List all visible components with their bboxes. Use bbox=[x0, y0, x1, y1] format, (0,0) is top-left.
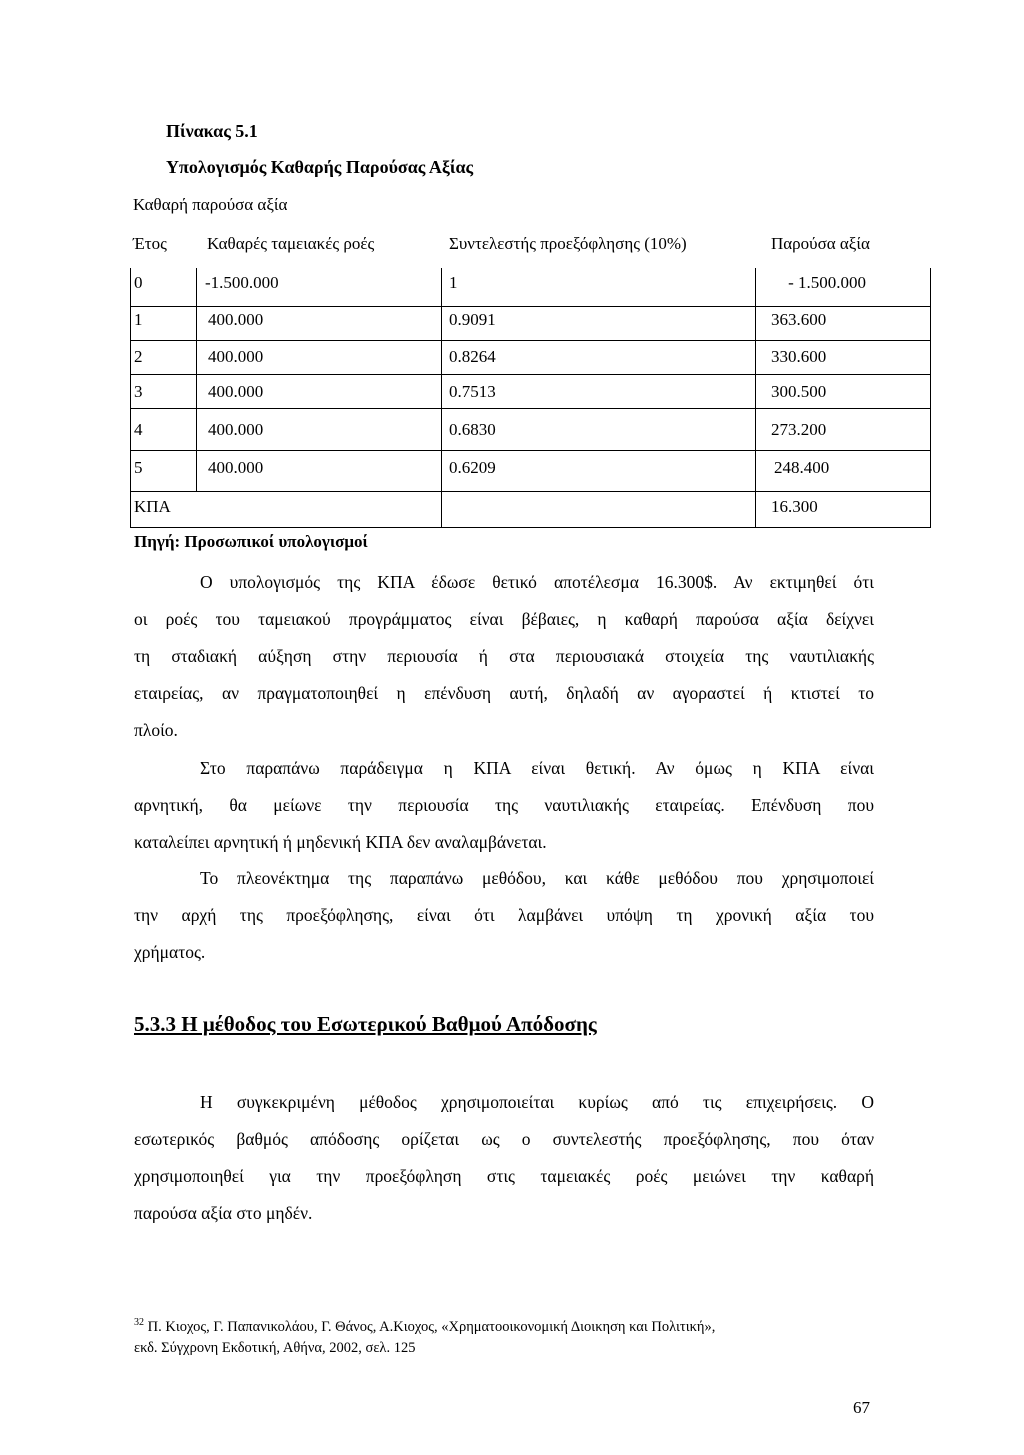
header-year: Έτος bbox=[133, 234, 167, 253]
cell-total-label: ΚΠΑ bbox=[134, 497, 171, 516]
table-border-left bbox=[130, 268, 131, 528]
column-divider-1 bbox=[196, 268, 197, 492]
text-line: χρήματος. bbox=[134, 942, 206, 962]
cell-year: 2 bbox=[134, 347, 143, 366]
row-divider bbox=[130, 340, 931, 341]
text-line: Η συγκεκριμένη μέθοδος χρησιμοποιείται κυρίως από τις επιχειρήσεις. Ο bbox=[200, 1092, 874, 1112]
cell-year: 0 bbox=[134, 273, 143, 292]
cell-discount-factor: 0.7513 bbox=[449, 382, 496, 401]
cell-present-value: 300.500 bbox=[771, 382, 827, 401]
paragraph-npv-result bbox=[134, 564, 874, 749]
paragraph-positive-npv bbox=[134, 750, 874, 861]
cell-present-value: - 1.500.000 bbox=[788, 273, 866, 292]
text-line: χρησιμοποιηθεί για την προεξόφληση στις ταμειακές ροές μειώνει την καθαρή bbox=[134, 1166, 874, 1186]
cell-total-value: 16.300 bbox=[771, 497, 818, 516]
cell-discount-factor: 0.8264 bbox=[449, 347, 496, 366]
cell-year: 3 bbox=[134, 382, 143, 401]
header-cash-flows: Καθαρές ταμειακές ροές bbox=[207, 234, 375, 253]
table-caption: Πίνακας 5.1 bbox=[166, 121, 258, 141]
text-line: Ο υπολογισμός της ΚΠΑ έδωσε θετικό αποτέλεσμα 16.300$. Αν εκτιμηθεί ότι bbox=[200, 572, 874, 592]
text-line: εταιρείας, αν πραγματοποιηθεί η επένδυση αυτή, δηλαδή αν αγοραστεί ή κτιστεί το bbox=[134, 683, 874, 703]
footnote-line bbox=[134, 1312, 715, 1338]
cell-present-value: 273.200 bbox=[771, 420, 827, 439]
page-number: 67 bbox=[853, 1398, 870, 1417]
text-line: τη σταδιακή αύξηση στην περιουσία ή στα περιουσιακά στοιχεία της ναυτιλιακής bbox=[134, 646, 874, 666]
cell-present-value: 248.400 bbox=[774, 458, 830, 477]
cell-cash-flow: -1.500.000 bbox=[205, 273, 279, 292]
cell-cash-flow: 400.000 bbox=[208, 347, 264, 366]
text-line: παρούσα αξία στο μηδέν. bbox=[134, 1203, 313, 1223]
section-heading: 5.3.3 Η μέθοδος του Εσωτερικού Βαθμού Απόδοσης bbox=[134, 1012, 597, 1036]
cell-cash-flow: 400.000 bbox=[208, 420, 264, 439]
cell-cash-flow: 400.000 bbox=[208, 310, 264, 329]
paragraph-irr-definition bbox=[134, 1084, 874, 1232]
row-divider bbox=[130, 374, 931, 375]
text-line: αρνητική, θα μείωνε την περιουσία της ναυτιλιακής εταιρείας. Επένδυση που bbox=[134, 795, 874, 815]
row-divider bbox=[130, 306, 931, 307]
text-line: πλοίο. bbox=[134, 720, 178, 740]
paragraph-advantage bbox=[134, 860, 874, 971]
text-line: καταλείπει αρνητική ή μηδενική ΚΠΑ δεν αναλαμβάνεται. bbox=[134, 832, 547, 852]
text-line: Στο παραπάνω παράδειγμα η ΚΠΑ είναι θετική. Αν όμως η ΚΠΑ είναι bbox=[200, 758, 874, 778]
cell-cash-flow: 400.000 bbox=[208, 382, 264, 401]
row-divider bbox=[130, 450, 931, 451]
footnote bbox=[134, 1312, 715, 1359]
row-divider bbox=[130, 491, 931, 492]
cell-discount-factor: 0.9091 bbox=[449, 310, 496, 329]
header-discount-factor: Συντελεστής προεξόφλησης (10%) bbox=[449, 234, 687, 253]
header-present-value: Παρούσα αξία bbox=[771, 234, 870, 253]
table-subtitle: Καθαρή παρούσα αξία bbox=[133, 195, 288, 214]
text-line: την αρχή της προεξόφλησης, είναι ότι λαμβάνει υπόψη τη χρονική αξία του bbox=[134, 905, 874, 925]
table-source: Πηγή: Προσωπικοί υπολογισμοί bbox=[134, 532, 368, 551]
column-divider-2 bbox=[441, 268, 442, 528]
row-divider bbox=[130, 408, 931, 409]
text-line: Το πλεονέκτημα της παραπάνω μεθόδου, και κάθε μεθόδου που χρησιμοποιεί bbox=[200, 868, 874, 888]
cell-discount-factor: 0.6209 bbox=[449, 458, 496, 477]
footnote-line: εκδ. Σύγχρονη Εκδοτική, Αθήνα, 2002, σελ. 125 bbox=[134, 1339, 416, 1356]
column-divider-3 bbox=[755, 268, 756, 528]
cell-year: 4 bbox=[134, 420, 143, 439]
footnote-text: Π. Κιοχος, Γ. Παπανικολάου, Γ. Θάνος, Α.Κιοχος, «Χρηματοοικονομική Διοικηση και Πολιτική», bbox=[147, 1318, 716, 1335]
cell-year: 1 bbox=[134, 310, 143, 329]
cell-present-value: 363.600 bbox=[771, 310, 827, 329]
text-line: οι ροές του ταμειακού προγράμματος είναι βέβαιες, η καθαρή παρούσα αξία δείχνει bbox=[134, 609, 874, 629]
cell-cash-flow: 400.000 bbox=[208, 458, 264, 477]
cell-discount-factor: 0.6830 bbox=[449, 420, 496, 439]
cell-discount-factor: 1 bbox=[449, 273, 458, 292]
table-border-right bbox=[930, 268, 931, 528]
table-title: Υπολογισμός Καθαρής Παρούσας Αξίας bbox=[166, 157, 474, 177]
text-line: εσωτερικός βαθμός απόδοσης ορίζεται ως ο συντελεστής προεξόφλησης, που όταν bbox=[134, 1129, 874, 1149]
cell-present-value: 330.600 bbox=[771, 347, 827, 366]
table-border-bottom bbox=[130, 527, 931, 528]
footnote-number: 32 bbox=[134, 1317, 144, 1328]
cell-year: 5 bbox=[134, 458, 143, 477]
